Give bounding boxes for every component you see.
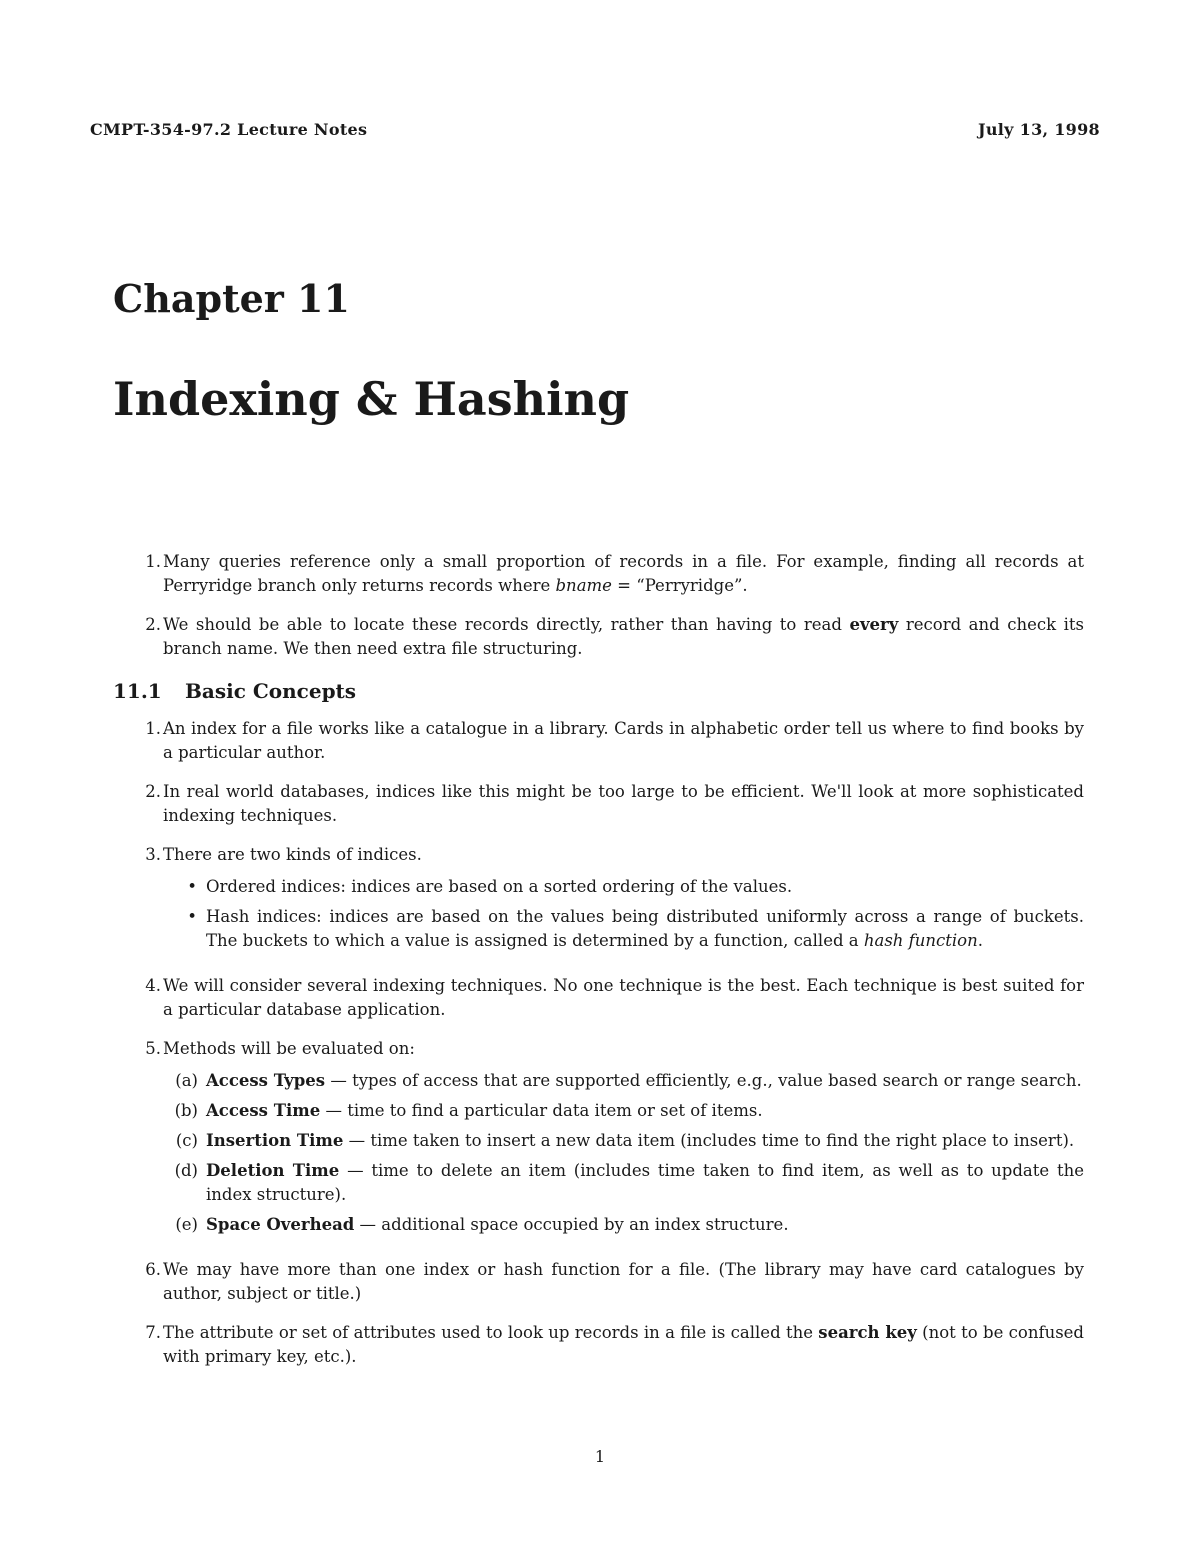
emphasis: search key (818, 1323, 917, 1342)
criteria-desc: — time taken to insert a new data item (includes time to find the right place to insert). (343, 1131, 1075, 1150)
page-body (113, 550, 1084, 1384)
chapter-title: Indexing & Hashing (113, 372, 630, 426)
list-item (113, 1037, 1084, 1243)
criteria-desc: — time to delete an item (includes time taken to find item, as well as to update the index structure). (206, 1161, 1084, 1204)
bullet-icon: • (187, 877, 197, 896)
chapter-label: Chapter 11 (113, 276, 350, 321)
criteria-list (163, 1069, 1084, 1237)
criteria-label: (c) (175, 1131, 198, 1150)
criteria-term: Deletion Time (206, 1161, 340, 1180)
item-number: 5. (145, 1039, 161, 1058)
bullet-text: Ordered indices: indices are based on a sorted ordering of the values. (206, 877, 793, 896)
item-text: We should be able to locate these records directly, rather than having to read every record and check its branch name. We then need extra file structuring. (163, 615, 1084, 658)
criteria-label: (d) (174, 1161, 198, 1180)
running-header-date: July 13, 1998 (978, 120, 1100, 139)
item-text: Methods will be evaluated on: (163, 1039, 415, 1058)
list-item (113, 613, 1084, 661)
item-number: 6. (145, 1260, 161, 1279)
criteria-term: Access Types (206, 1071, 326, 1090)
item-text: We may have more than one index or hash function for a file. (The library may have card catalogues by author, subject or title.) (163, 1260, 1084, 1303)
bullet-item (163, 905, 1084, 953)
item-text: In real world databases, indices like this might be too large to be efficient. We'll look at more sophisticated indexing techniques. (163, 782, 1084, 825)
item-number: 4. (145, 976, 161, 995)
list-item (113, 1321, 1084, 1369)
section-title: Basic Concepts (185, 679, 357, 703)
list-item (113, 550, 1084, 598)
section-heading (113, 679, 1084, 703)
criteria-term: Insertion Time (206, 1131, 344, 1150)
criteria-term: Space Overhead (206, 1215, 355, 1234)
criteria-term: Access Time (206, 1101, 321, 1120)
item-number: 1. (145, 552, 161, 571)
criteria-desc: — types of access that are supported efficiently, e.g., value based search or range search. (325, 1071, 1082, 1090)
bullet-item (163, 875, 1084, 899)
emphasis: every (849, 615, 899, 634)
criteria-desc: — additional space occupied by an index structure. (354, 1215, 789, 1234)
criteria-item (163, 1099, 1084, 1123)
item-number: 3. (145, 845, 161, 864)
bullet-list (163, 875, 1084, 953)
running-header-left: CMPT-354-97.2 Lecture Notes (90, 120, 368, 139)
list-item (113, 1258, 1084, 1306)
bullet-text: Hash indices: indices are based on the values being distributed uniformly across a range of buckets. The buckets to which a value is assigned is determined by a function, called a hash function. (206, 907, 1084, 950)
emphasis: bname (555, 576, 612, 595)
emphasis: hash function (863, 931, 978, 950)
item-text: Many queries reference only a small proportion of records in a file. For example, finding all records at Perryridge branch only returns records where bname = “Perryridge”. (163, 552, 1084, 595)
section-list (113, 717, 1084, 1369)
item-text: The attribute or set of attributes used to look up records in a file is called the search key (not to be confused with primary key, etc.). (163, 1323, 1084, 1366)
intro-list (113, 550, 1084, 661)
list-item (113, 780, 1084, 828)
criteria-item (163, 1159, 1084, 1207)
item-number: 2. (145, 782, 161, 801)
list-item (113, 843, 1084, 959)
item-number: 1. (145, 719, 161, 738)
item-number: 2. (145, 615, 161, 634)
criteria-label: (b) (174, 1101, 198, 1120)
page-number: 1 (594, 1447, 606, 1466)
list-item (113, 974, 1084, 1022)
list-item (113, 717, 1084, 765)
criteria-label: (e) (175, 1215, 198, 1234)
criteria-label: (a) (175, 1071, 198, 1090)
criteria-desc: — time to find a particular data item or set of items. (320, 1101, 763, 1120)
item-text: There are two kinds of indices. (163, 845, 422, 864)
item-number: 7. (145, 1323, 161, 1342)
bullet-icon: • (187, 907, 197, 926)
section-number: 11.1 (113, 679, 162, 703)
item-text: An index for a file works like a catalogue in a library. Cards in alphabetic order tell us where to find books by a particular author. (163, 719, 1084, 762)
criteria-item (163, 1213, 1084, 1237)
criteria-item (163, 1069, 1084, 1093)
item-text: We will consider several indexing techniques. No one technique is the best. Each technique is best suited for a particular database application. (163, 976, 1084, 1019)
criteria-item (163, 1129, 1084, 1153)
